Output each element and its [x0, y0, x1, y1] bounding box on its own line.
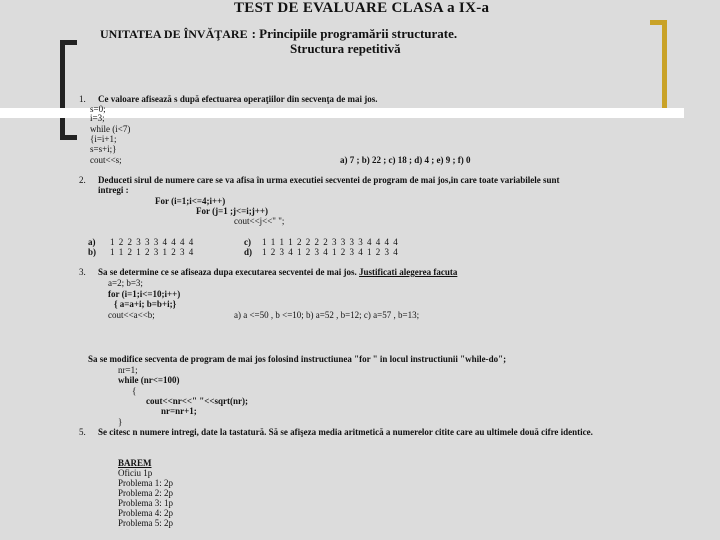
problem-4-text: Sa se modifice secventa de program de mai jos folosind instructiunea "for " in locul instructiunii "while-do"; [88, 354, 507, 364]
problem-3-code-line: { a=a+i; b=b+i;} [114, 299, 177, 309]
barem-item: Problema 5: 2p [118, 518, 173, 528]
problem-2-code-line: For (j=1 ;j<=i;j++) [196, 206, 268, 216]
right-bracket-decoration [650, 20, 667, 114]
problem-2-text: Deduceti sirul de numere care se va afisa în urma executiei secventei de program de mai jos,in care toate variabilele sunt [98, 175, 560, 185]
left-bracket-decoration [60, 40, 77, 140]
option-d-label: d) [244, 247, 253, 257]
problem-4-code-line: while (nr<=100) [118, 375, 180, 385]
problem-1-code-line: cout<<s; [90, 155, 122, 165]
problem-4-code-line: cout<<nr<<" "<<sqrt(nr); [146, 396, 249, 406]
problem-1-code-line: s=0; [90, 104, 106, 114]
problem-3-number: 3. [79, 267, 86, 277]
test-title: TEST DE EVALUARE CLASA a IX-a [234, 0, 490, 16]
problem-4-code-line: nr=nr+1; [161, 406, 197, 416]
problem-3-code-line: for (i=1;i<=10;i++) [108, 289, 181, 299]
barem-item: Oficiu 1p [118, 468, 153, 478]
problem-1-code-line: s=s+i;} [90, 144, 117, 154]
unit-name: : Principiile programării structurate. [251, 26, 458, 41]
problem-2-code-line: cout<<j<<" "; [234, 216, 285, 226]
unit-prefix: UNITATEA DE ÎNVĂŢARE [100, 27, 248, 41]
problem-3-answers: a) a <=50 , b <=10; b) a=52 , b=12; c) a=57 , b=13; [234, 310, 420, 320]
problem-1-code-line: {i=i+1; [90, 134, 117, 144]
option-d-values: 1 2 3 4 1 2 3 4 1 2 3 4 1 2 3 4 [262, 247, 399, 257]
problem-2-number: 2. [79, 175, 86, 185]
problem-3-code-line: cout<<a<<b; [108, 310, 155, 320]
problem-3-justify: Justificati alegerea facuta [359, 267, 458, 277]
problem-1-code-line: while (i<7) [90, 124, 131, 134]
problem-4-code-line: { [132, 386, 137, 396]
barem-item: Problema 4: 2p [118, 508, 173, 518]
option-a-label: a) [88, 237, 96, 247]
problem-3-text [98, 268, 457, 277]
option-a-values: 1 2 2 3 3 3 4 4 4 4 [110, 237, 195, 247]
problem-1-code-line: i=3; [90, 113, 105, 123]
barem-title: BAREM [118, 458, 152, 468]
problem-2-text: intregi : [98, 185, 129, 195]
option-c-values: 1 1 1 1 2 2 2 2 3 3 3 3 4 4 4 4 [262, 237, 399, 247]
problem-2-code-line: For (i=1;i<=4;i++) [155, 196, 226, 206]
problem-3-instruction: Sa se determine ce se afiseaza dupa executarea secventei de mai jos. [98, 267, 357, 277]
option-b-values: 1 1 2 1 2 3 1 2 3 4 [110, 247, 195, 257]
problem-5-number: 5. [79, 427, 86, 437]
barem-item: Problema 3: 1p [118, 498, 173, 508]
problem-1-answers: a) 7 ; b) 22 ; c) 18 ; d) 4 ; e) 9 ; f) 0 [340, 155, 471, 165]
unit-heading [100, 25, 457, 43]
barem-item: Problema 2: 2p [118, 488, 173, 498]
problem-1-text: Ce valoare afisează s după efectuarea operaţiilor din secvenţa de mai jos. [98, 94, 378, 104]
barem-item: Problema 1: 2p [118, 478, 173, 488]
problem-4-code-line: nr=1; [118, 365, 138, 375]
unit-topic: Structura repetitivă [290, 41, 401, 56]
option-b-label: b) [88, 247, 97, 257]
problem-5-text: Se citesc n numere intregi, date la tastatură. Să se afişeza media aritmetică a numerelor citite care au ultimele două cifre identice. [98, 427, 593, 437]
problem-3-code-line: a=2; b=3; [108, 278, 143, 288]
problem-4-code-line: } [118, 417, 123, 427]
problem-1-number: 1. [79, 94, 86, 104]
option-c-label: c) [244, 237, 251, 247]
